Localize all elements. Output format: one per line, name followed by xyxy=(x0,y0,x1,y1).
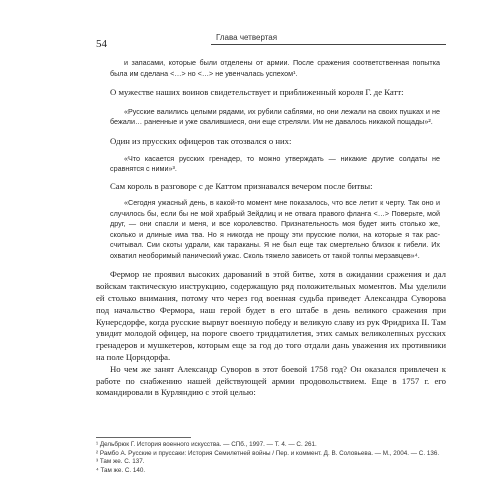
footnote-mark: ¹ xyxy=(96,441,99,448)
footnote-text: Рамбо А. Русские и пруссаки: История Семилетней войны / Пер. и коммент. Д. В. Соловьева. — М., 2004. — С. 136. xyxy=(99,449,440,457)
footnote-text: Там же. С. 140. xyxy=(100,466,146,474)
paragraph: Фермор не проявил высоких дарований в этой битве, хотя в ожидании сражения и дал войскам тактическую инструкцию, содержащую ряд положительных моментов. Мы уделили ей столько внимания, потому что через год военная судьба приведет Александра Суворова под начальство Фермора, наш герой будет в его штабе в день великого сражения при Кунерсдорфе, когда русские вырвут военную победу и великую славу из рук Фридриха II. Там увидит молодой офицер, на пороге своего тридцатилетия, этих самых великолепных русских гренадеров и мушкетеров, которым еще за год до того отдали дань уважения их противники на поле Цорндорфа. xyxy=(96,269,446,362)
footnote-mark: ⁴ xyxy=(96,466,99,474)
footnote-mark: ³ xyxy=(96,458,99,466)
page-number: 54 xyxy=(96,38,107,50)
chapter-title: Глава четвертая xyxy=(216,33,278,42)
footnote-text: Там же. С. 137. xyxy=(99,458,145,466)
footnote-rule xyxy=(96,437,191,438)
footnotes xyxy=(96,437,446,475)
footnote xyxy=(96,458,446,467)
footnote-mark: ² xyxy=(96,449,99,457)
footnote xyxy=(96,441,446,450)
footnote xyxy=(96,450,446,459)
paragraph: Один из прусских офицеров так отозвался о них: xyxy=(110,135,292,146)
paragraph: Сам король в разговоре с де Каттом признавался вечером после битвы: xyxy=(110,180,373,191)
footnote xyxy=(96,467,446,476)
footnote-text: Дельбрюк Г. История военного искусства. — СПб., 1997. — Т. 4. — С. 261. xyxy=(99,441,317,448)
quote-block: «Русские валились целыми рядами, их рубили саблями, но они лежали на своих пушках и не бежали… раненные и уже свалившиеся, они еще стреляли. Им не давалось никакой пощады»². xyxy=(110,106,440,127)
body-text xyxy=(96,58,446,399)
header-rule xyxy=(211,44,446,45)
quote-block: и запасами, которые были отделены от армии. После сражения соответственная попытка была им сделана <…> но <…> не увенчалась успехом¹. xyxy=(110,58,440,78)
paragraph: О мужестве наших воинов свидетельствует и приближенный короля Г. де Катт: xyxy=(110,87,404,97)
paragraph: Но чем же занят Александр Суворов в этот боевой 1758 год? Он оказался привлечен к работе по снабжению нашей действующей армии продовольствием. Еще в 1757 г. его командировали в Курляндию с этой целью: xyxy=(96,363,446,398)
running-header xyxy=(96,33,446,50)
quote-block: «Что касается русских гренадер, то можно утверждать — никакие другие солдаты не сравнятся с ними»³. xyxy=(110,153,440,174)
quote-block: «Сегодня ужасный день, в какой-то момент мне показалось, что все летит к черту. Так оно и случилось бы, если бы не мой храбрый Зейдлиц и не отвага правого фланга <…> Поверьте, мой друг, — они спасли и меня, и все королевство. Признательность моя будет жить столько же, сколько и длиные има тва. Но я никогда не прощу эти прусские полки, на которые я так рассчитывал. Сии скоты удрали, как тараканы. Я не был еще так смертельно близок к гибели. Их охватил необоримый панический ужас. Сколь тяжело зависеть от такой толпы мерзавцев»⁴. xyxy=(110,198,440,260)
